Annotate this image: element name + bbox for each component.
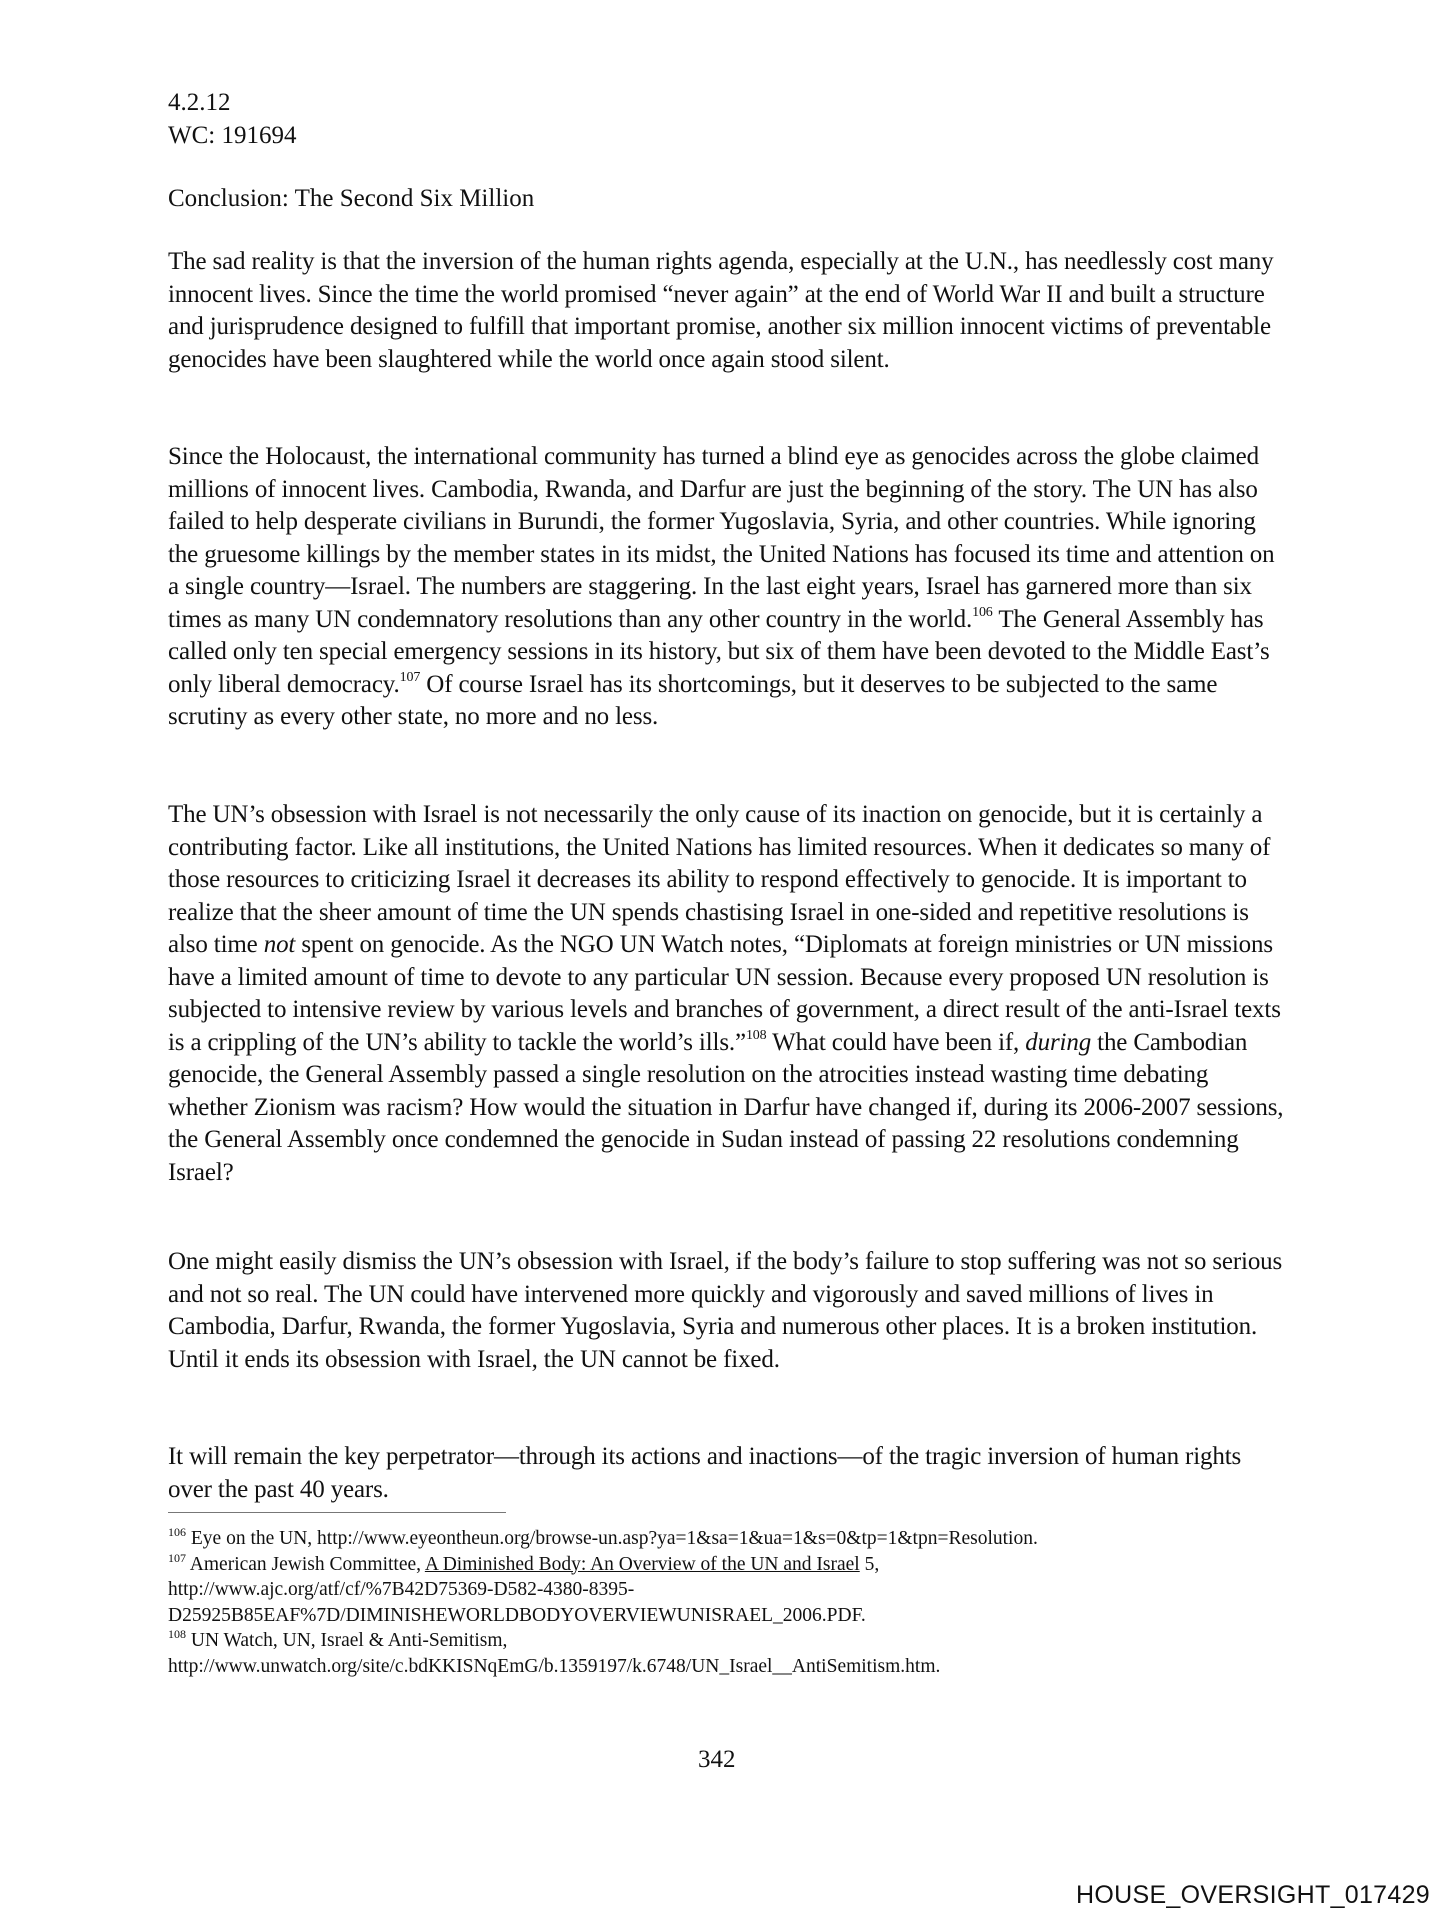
emphasis-text: during bbox=[1025, 1028, 1092, 1056]
document-date: 4.2.12 bbox=[168, 89, 231, 116]
footnote-number: 108 bbox=[168, 1627, 186, 1641]
document-header bbox=[168, 86, 296, 152]
paragraph-text: What could have been if, bbox=[766, 1028, 1026, 1056]
footnote-title: A Diminished Body: An Overview of the UN and Israel bbox=[424, 1553, 860, 1575]
paragraph bbox=[168, 1246, 1288, 1376]
footnote-text: American Jewish Committee, bbox=[186, 1553, 425, 1575]
footnote-ref-107[interactable]: 107 bbox=[399, 669, 421, 685]
bates-number: HOUSE_OVERSIGHT_017429 bbox=[1076, 1881, 1430, 1909]
footnote-url[interactable]: http://www.ajc.org/atf/cf/%7B42D75369-D582-4380-8395- bbox=[168, 1579, 635, 1600]
paragraph-text: The sad reality is that the inversion of the human rights agenda, especially at the U.N., has needlessly cost many innocent lives. Since the time the world promised “never again” at the end of World War II and built a structure and jurisprudence designed to fulfill that important promise, another six million innocent victims of preventable genocides have been slaughtered while the world once again stood silent. bbox=[168, 248, 1274, 373]
footnote-text: Eye on the UN, http://www.eyeontheun.org/browse-un.asp?ya=1&sa=1&ua=1&s=0&tp=1&tpn=Resolution. bbox=[186, 1528, 1038, 1549]
paragraph bbox=[168, 1441, 1288, 1506]
footnote-ref-106[interactable]: 106 bbox=[972, 604, 993, 620]
paragraph-text: the Cambodian genocide, the General Assembly passed a single resolution on the atrocities instead wasting time debating whether Zionism was racism? How would the situation in Darfur have changed if, during its 2006-2007 sessions, the General Assembly once condemned the genocide in Sudan instead of passing 22 resolutions condemning Israel? bbox=[168, 1028, 1284, 1186]
footnote-107 bbox=[168, 1552, 1308, 1629]
footnote-108 bbox=[168, 1628, 1308, 1679]
section-title: Conclusion: The Second Six Million bbox=[168, 185, 535, 212]
footnote-106 bbox=[168, 1526, 1308, 1552]
footnote-separator bbox=[168, 1512, 506, 1513]
footnote-text: UN Watch, UN, Israel & Anti-Semitism, bbox=[186, 1630, 508, 1651]
paragraph-text: It will remain the key perpetrator—through its actions and inactions—of the tragic inversion of human rights over the past 40 years. bbox=[168, 1443, 1242, 1503]
paragraph bbox=[168, 441, 1288, 734]
paragraph-text: The General Assembly has called only ten special emergency sessions in its history, but six of them have been devoted to the Middle East’s only liberal democracy. bbox=[168, 605, 1270, 698]
footnote-url[interactable]: http://www.unwatch.org/site/c.bdKKISNqEmG/b.1359197/k.6748/UN_Israel__AntiSemitism.htm. bbox=[168, 1655, 941, 1677]
page-number: 342 bbox=[698, 1746, 736, 1773]
footnote-text: 5, bbox=[859, 1553, 880, 1575]
paragraph-text: One might easily dismiss the UN’s obsession with Israel, if the body’s failure to stop suffering was not so serious and not so real. The UN could have intervened more quickly and vigorously and saved millions of lives in Cambodia, Darfur, Rwanda, the former Yugoslavia, Syria and numerous other places. It is a broken institution. Until it ends its obsession with Israel, the UN cannot be fixed. bbox=[168, 1248, 1283, 1373]
footnote-number: 107 bbox=[168, 1550, 186, 1565]
word-count: WC: 191694 bbox=[168, 122, 297, 149]
footnotes bbox=[168, 1526, 1308, 1679]
paragraph bbox=[168, 799, 1288, 1189]
footnote-ref-108[interactable]: 108 bbox=[745, 1027, 767, 1043]
paragraph-text: Since the Holocaust, the international community has turned a blind eye as genocides across the globe claimed millions of innocent lives. Cambodia, Rwanda, and Darfur are just the beginning of the story. The UN has also failed to help desperate civilians in Burundi, the former Yugoslavia, Syria, and other countries. While ignoring the gruesome killings by the member states in its midst, the United Nations has focused its time and attention on a single country—Israel. The numbers are staggering. In the last eight years, Israel has garnered more than six times as many UN condemnatory resolutions than any other country in the world. bbox=[168, 443, 1275, 633]
paragraph bbox=[168, 246, 1288, 376]
emphasis-text: not bbox=[263, 931, 296, 958]
paragraph-text: spent on genocide. As the NGO UN Watch notes, “Diplomats at foreign ministries or UN missions have a limited amount of time to devote to any particular UN session. Because every proposed UN resolution is subjected to intensive review by various levels and branches of government, a direct result of the anti-Israel texts is a crippling of the UN’s ability to tackle the world’s ills.” bbox=[168, 931, 1281, 1056]
footnote-url[interactable]: D25925B85EAF%7D/DIMINISHEWORLDBODYOVERVIEWUNISRAEL_2006.PDF. bbox=[168, 1604, 866, 1626]
paragraph-text: Of course Israel has its shortcomings, but it deserves to be subjected to the same scrutiny as every other state, no more and no less. bbox=[168, 670, 1218, 730]
footnote-number: 106 bbox=[168, 1525, 186, 1539]
paragraph-text: The UN’s obsession with Israel is not necessarily the only cause of its inaction on genocide, but it is certainly a contributing factor. Like all institutions, the United Nations has limited resources. When it dedicates so many of those resources to criticizing Israel it decreases its ability to respond effectively to genocide. It is important to realize that the sheer amount of time the UN spends chastising Israel in one-sided and repetitive resolutions is also time bbox=[168, 801, 1271, 958]
